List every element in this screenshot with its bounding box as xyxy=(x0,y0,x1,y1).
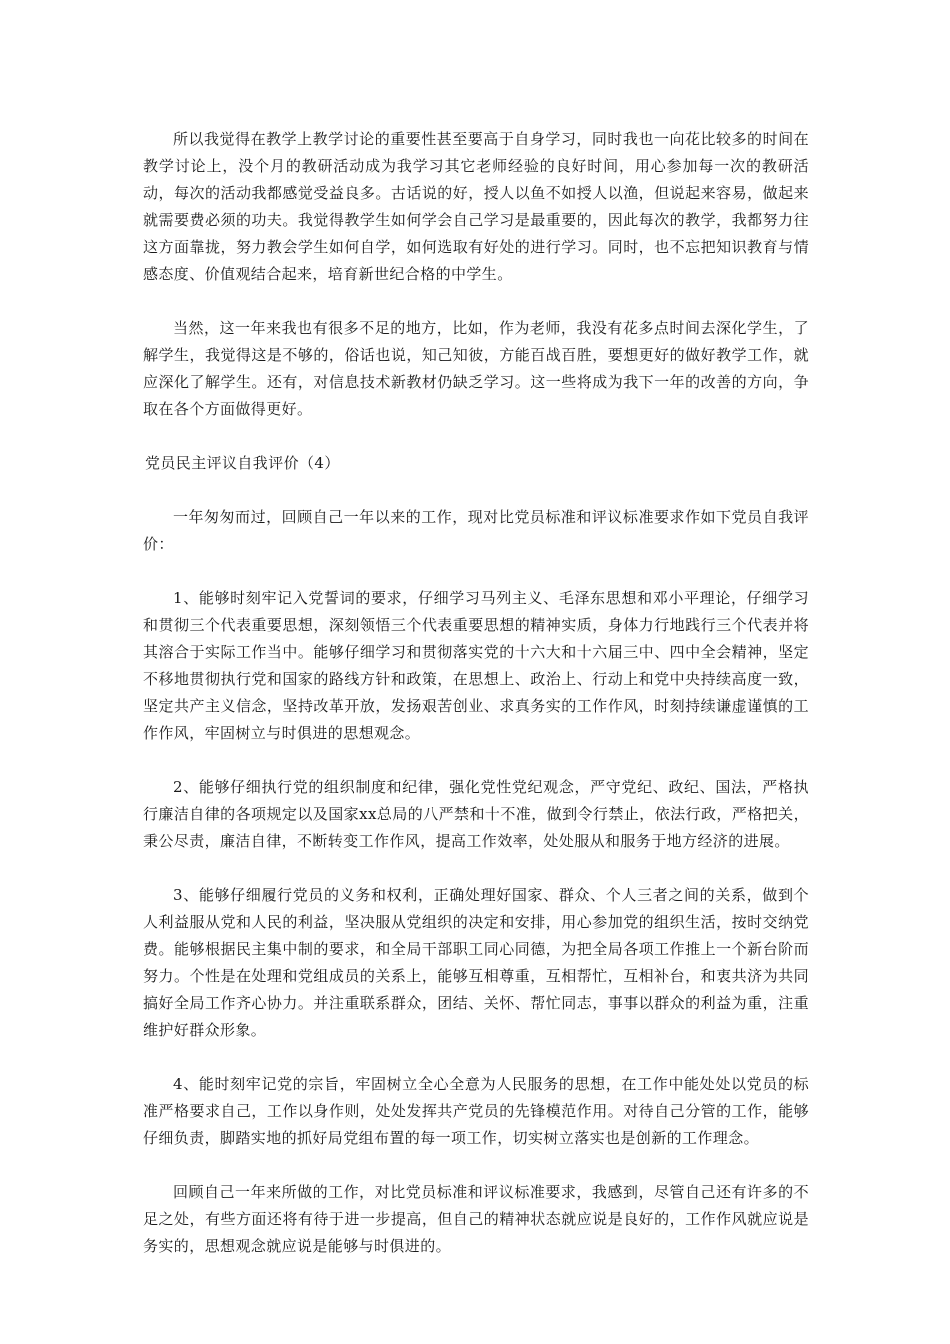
paragraph-conclusion: 回顾自己一年来所做的工作，对比党员标准和评议标准要求，我感到，尽管自己还有许多的不足之处，有些方面还将有待于进一步提高，但自己的精神状态就应说是良好的，工作作风就应说是务实的，思想观念就应说是能够与时俱进的。 xyxy=(143,1183,809,1255)
paragraph-point-4: 4、能时刻牢记党的宗旨，牢固树立全心全意为人民服务的思想，在工作中能处处以党员的标准严格要求自己，工作以身作则，处处发挥共产党员的先锋模范作用。对待自己分管的工作，能够仔细负责，脚踏实地的抓好局党组布置的每一项工作，切实树立落实也是创新的工作理念。 xyxy=(143,1075,809,1147)
paragraph-point-2: 2、能够仔细执行党的组织制度和纪律，强化党性党纪观念，严守党纪、政纪、国法，严格执行廉洁自律的各项规定以及国家xx总局的八严禁和十不准，做到令行禁止，依法行政，严格把关，秉公尽责，廉洁自律，不断转变工作作风，提高工作效率，处处服从和服务于地方经济的进展。 xyxy=(143,778,809,850)
paragraph-teaching-discussion: 所以我觉得在教学上教学讨论的重要性甚至要高于自身学习，同时我也一向花比较多的时间在教学讨论上，没个月的教研活动成为我学习其它老师经验的良好时间，用心参加每一次的教研活动，每次的活动我都感觉受益良多。古话说的好，授人以鱼不如授人以渔，但说起来容易，做起来就需要费必须的功夫。我觉得教学生如何学会自己学习是最重要的，因此每次的教学，我都努力往这方面靠拢，努力教会学生如何自学，如何选取有好处的进行学习。同时，也不忘把知识教育与情感态度、价值观结合起来，培育新世纪合格的中学生。 xyxy=(143,130,809,283)
paragraph-shortcomings: 当然，这一年来我也有很多不足的地方，比如，作为老师，我没有花多点时间去深化学生，了解学生，我觉得这是不够的，俗话也说，知己知彼，方能百战百胜，要想更好的做好教学工作，就应深化了解学生。还有，对信息技术新教材仍缺乏学习。这一些将成为我下一年的改善的方向，争取在各个方面做得更好。 xyxy=(143,319,809,418)
document-page xyxy=(143,126,809,1287)
paragraph-point-3: 3、能够仔细履行党员的义务和权利，正确处理好国家、群众、个人三者之间的关系，做到个人利益服从党和人民的利益，坚决服从党组织的决定和安排，用心参加党的组织生活，按时交纳党费。能够根据民主集中制的要求，和全局干部职工同心同德，为把全局各项工作推上一个新台阶而努力。个性是在处理和党组成员的关系上，能够互相尊重，互相帮忙，互相补台，和衷共济为共同搞好全局工作齐心协力。并注重联系群众，团结、关怀、帮忙同志，事事以群众的利益为重，注重维护好群众形象。 xyxy=(143,886,809,1039)
paragraph-intro: 一年匆匆而过，回顾自己一年以来的工作，现对比党员标准和评议标准要求作如下党员自我评价： xyxy=(143,508,809,553)
paragraph-point-1: 1、能够时刻牢记入党誓词的要求，仔细学习马列主义、毛泽东思想和邓小平理论，仔细学习和贯彻三个代表重要思想，深刻领悟三个代表重要思想的精神实质，身体力行地践行三个代表并将其溶合于实际工作当中。能够仔细学习和贯彻落实党的十六大和十六届三中、四中全会精神，坚定不移地贯彻执行党和国家的路线方针和政策，在思想上、政治上、行动上和党中央持续高度一致，坚定共产主义信念，坚持改革开放，发扬艰苦创业、求真务实的工作作风，时刻持续谦虚谨慎的工作作风，牢固树立与时俱进的思想观念。 xyxy=(143,589,809,742)
section-heading: 党员民主评议自我评价（4） xyxy=(145,454,340,472)
